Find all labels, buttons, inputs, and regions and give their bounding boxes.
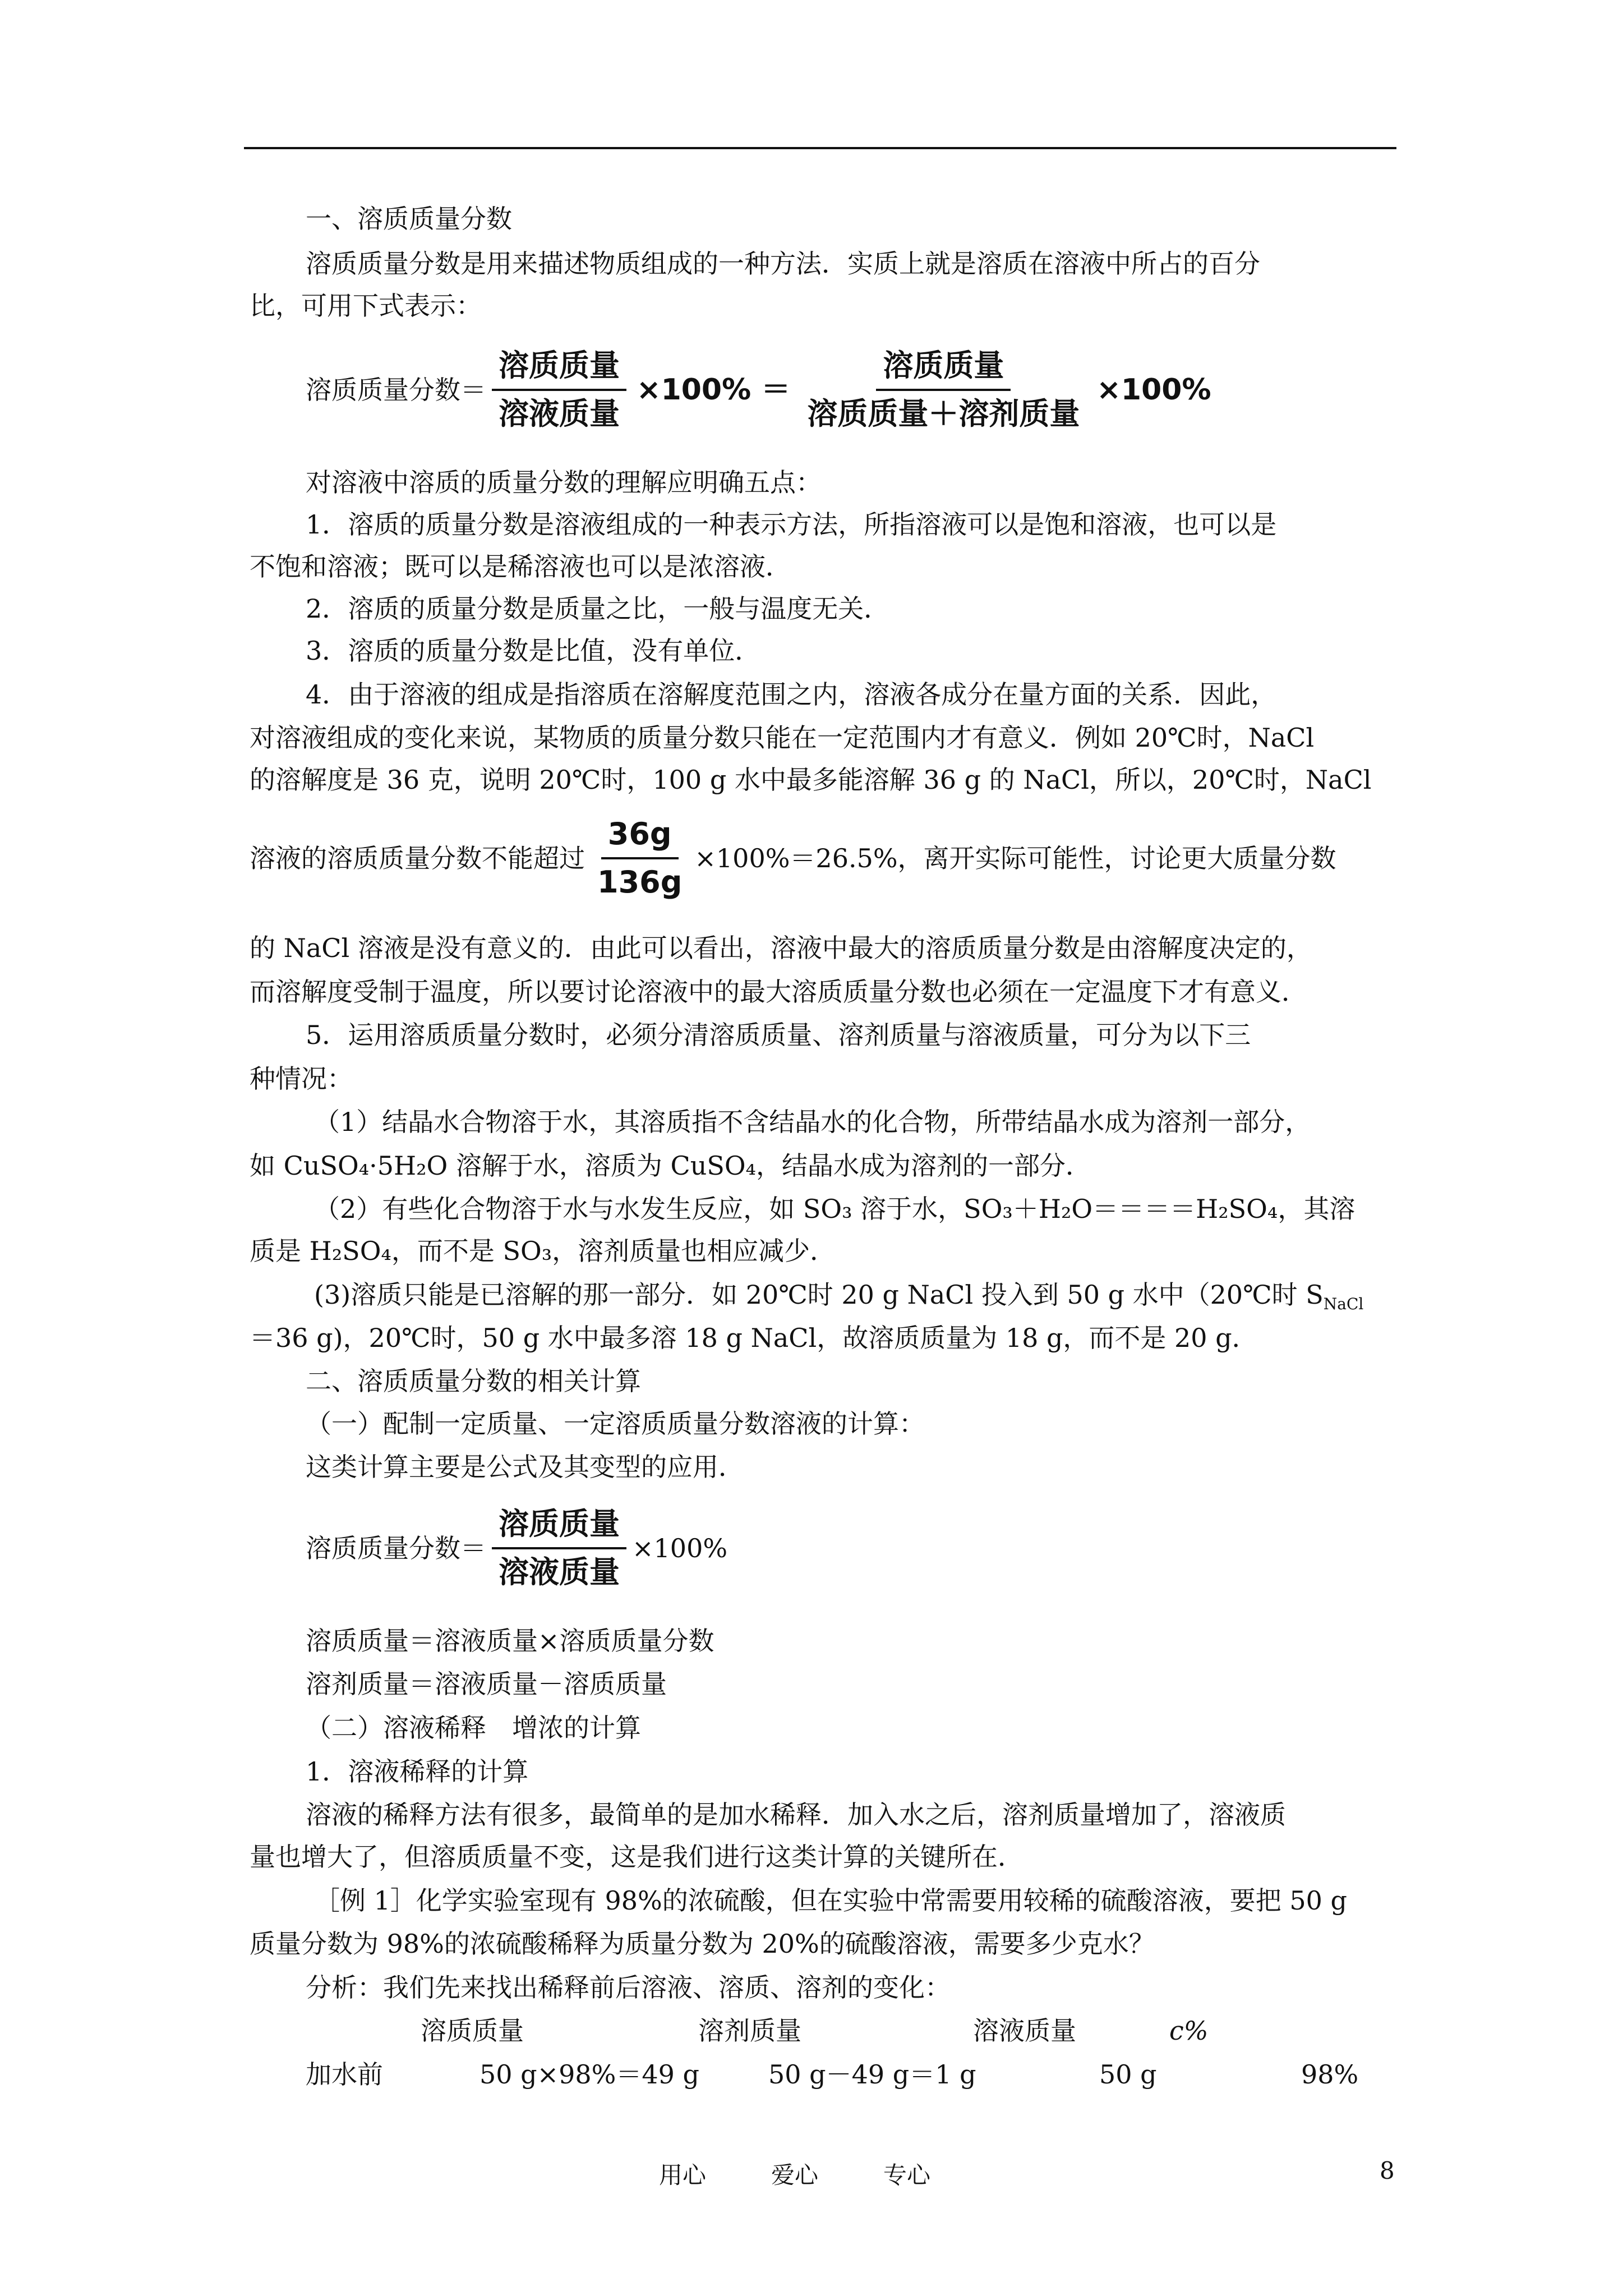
paragraph: 溶剂质量＝溶液质量－溶质质量 bbox=[306, 1669, 667, 1699]
list-item: 1．溶质的质量分数是溶液组成的一种表示方法，所指溶液可以是饱和溶液，也可以是 bbox=[306, 509, 1277, 540]
heading-3: 1．溶液稀释的计算 bbox=[306, 1756, 529, 1787]
formula-operator: ×100% bbox=[1096, 373, 1211, 407]
page-number: 8 bbox=[1380, 2157, 1395, 2184]
paragraph: 而溶解度受制于温度，所以要讨论溶液中的最大溶质质量分数也必须在一定温度下才有意义． bbox=[250, 977, 1307, 1007]
table-row bbox=[0, 2058, 1623, 2091]
paragraph: 对溶液中溶质的质量分数的理解应明确五点： bbox=[306, 467, 822, 498]
list-item: （2）有些化合物溶于水与水发生反应，如 SO₃ 溶于水，SO₃＋H₂O＝＝＝＝H₂SO₄，其溶 bbox=[314, 1194, 1355, 1224]
list-item: （1）结晶水合物溶于水，其溶质指不含结晶水的化合物，所带结晶水成为溶剂一部分， bbox=[314, 1107, 1311, 1137]
paragraph: 这类计算主要是公式及其变型的应用． bbox=[306, 1452, 744, 1482]
fraction-denominator: 136g bbox=[597, 864, 683, 900]
list-item: 不饱和溶液；既可以是稀溶液也可以是浓溶液． bbox=[250, 551, 791, 582]
list-item: ＝36 g)，20℃时，50 g 水中最多溶 18 g NaCl，故溶质质量为 18 g，而不是 20 g． bbox=[250, 1323, 1258, 1353]
list-item: 的溶解度是 36 克，说明 20℃时，100 g 水中最多能溶解 36 g 的 NaCl，所以，20℃时，NaCl bbox=[250, 765, 1372, 795]
table-header-row bbox=[0, 2014, 1623, 2047]
footer-text: 用心 bbox=[659, 2161, 707, 2189]
list-item: 2．溶质的质量分数是质量之比，一般与温度无关． bbox=[306, 593, 890, 624]
footer-text: 爱心 bbox=[771, 2161, 819, 2189]
fraction-denominator: 溶质质量＋溶剂质量 bbox=[807, 396, 1080, 431]
fraction-numerator: 溶质质量 bbox=[876, 345, 1011, 391]
paragraph: 量也增大了，但溶质质量不变，这是我们进行这类计算的关键所在． bbox=[250, 1842, 1023, 1872]
formula-operator: ×100% ＝ bbox=[637, 373, 791, 407]
formula-operator: ×100% bbox=[632, 1533, 728, 1563]
fraction-numerator: 36g bbox=[601, 813, 679, 859]
table-header-cell: 溶液质量 bbox=[973, 2016, 1076, 2046]
paragraph: 分析：我们先来找出稀释前后溶液、溶质、溶剂的变化： bbox=[306, 1972, 951, 2003]
paragraph: 比，可用下式表示： bbox=[250, 291, 482, 321]
list-item: 3．溶质的质量分数是比值，没有单位． bbox=[306, 636, 761, 666]
heading-2b: （二）溶液稀释 增浓的计算 bbox=[306, 1713, 641, 1743]
fraction-denominator: 溶液质量 bbox=[499, 1554, 620, 1590]
fraction bbox=[492, 345, 626, 435]
table-cell: 50 g×98%＝49 g bbox=[479, 2059, 699, 2090]
formula-lhs: 溶质质量分数＝ bbox=[306, 375, 486, 405]
table-cell: 50 g－49 g＝1 g bbox=[768, 2059, 976, 2090]
list-item: 对溶液组成的变化来说，某物质的质量分数只能在一定范围内才有意义．例如 20℃时，NaCl bbox=[250, 723, 1315, 753]
formula-nacl bbox=[250, 813, 1336, 903]
list-item: 5．运用溶质质量分数时，必须分清溶质质量、溶剂质量与溶液质量，可分为以下三 bbox=[306, 1020, 1251, 1050]
example: ［例 1］化学实验室现有 98%的浓硫酸，但在实验中常需要用较稀的硫酸溶液，要把 50 g bbox=[314, 1885, 1347, 1916]
list-item: 4．由于溶液的组成是指溶质在溶解度范围之内，溶液各成分在量方面的关系．因此， bbox=[306, 679, 1277, 710]
example: 质量分数为 98%的浓硫酸稀释为质量分数为 20%的硫酸溶液，需要多少克水？ bbox=[250, 1929, 1155, 1959]
formula-definition bbox=[306, 1503, 727, 1593]
table-cell: 50 g bbox=[1099, 2059, 1157, 2090]
table-header-cell: 溶质质量 bbox=[421, 2016, 524, 2046]
list-item bbox=[314, 1278, 1363, 1321]
fraction bbox=[591, 813, 689, 903]
list-item: 质是 H₂SO₄，而不是 SO₃，溶剂质量也相应减少． bbox=[250, 1236, 836, 1266]
list-item: 如 CuSO₄·5H₂O 溶解于水，溶质为 CuSO₄，结晶水成为溶剂的一部分． bbox=[250, 1151, 1091, 1181]
fraction bbox=[492, 1503, 626, 1593]
table-header-cell: 溶剂质量 bbox=[698, 2016, 801, 2046]
formula-mass-fraction bbox=[306, 345, 1216, 435]
text: (3)溶质只能是已溶解的那一部分．如 20℃时 20 g NaCl 投入到 50 g 水中（20℃时 S bbox=[314, 1280, 1324, 1310]
fraction-numerator: 溶质质量 bbox=[492, 1503, 626, 1549]
paragraph: 溶质质量＝溶液质量×溶质质量分数 bbox=[306, 1626, 714, 1656]
table-row-label: 加水前 bbox=[306, 2059, 383, 2090]
heading-2: 二、溶质质量分数的相关计算 bbox=[306, 1366, 641, 1396]
heading-1: 一、溶质质量分数 bbox=[306, 204, 512, 234]
heading-2a: （一）配制一定质量、一定溶质质量分数溶液的计算： bbox=[306, 1409, 925, 1439]
subscript: NaCl bbox=[1323, 1295, 1364, 1314]
footer-text: 专心 bbox=[883, 2161, 931, 2189]
paragraph: 溶质质量分数是用来描述物质组成的一种方法．实质上就是溶质在溶液中所占的百分 bbox=[306, 249, 1260, 279]
paragraph: 的 NaCl 溶液是没有意义的．由此可以看出，溶液中最大的溶质质量分数是由溶解度决定的， bbox=[250, 933, 1312, 963]
header-rule bbox=[244, 147, 1396, 149]
table-cell: 98% bbox=[1301, 2059, 1359, 2090]
formula-lhs: 溶液的溶质质量分数不能超过 bbox=[250, 843, 585, 873]
paragraph: 溶液的稀释方法有很多，最简单的是加水稀释．加入水之后，溶剂质量增加了，溶液质 bbox=[306, 1800, 1286, 1830]
list-item: 种情况： bbox=[250, 1064, 353, 1094]
formula-lhs: 溶质质量分数＝ bbox=[306, 1533, 486, 1563]
fraction-numerator: 溶质质量 bbox=[492, 345, 626, 391]
formula-rhs: ×100%＝26.5%，离开实际可能性，讨论更大质量分数 bbox=[694, 843, 1336, 873]
fraction bbox=[800, 345, 1086, 435]
table-header-cell: c% bbox=[1169, 2016, 1209, 2046]
fraction-denominator: 溶液质量 bbox=[499, 396, 620, 431]
